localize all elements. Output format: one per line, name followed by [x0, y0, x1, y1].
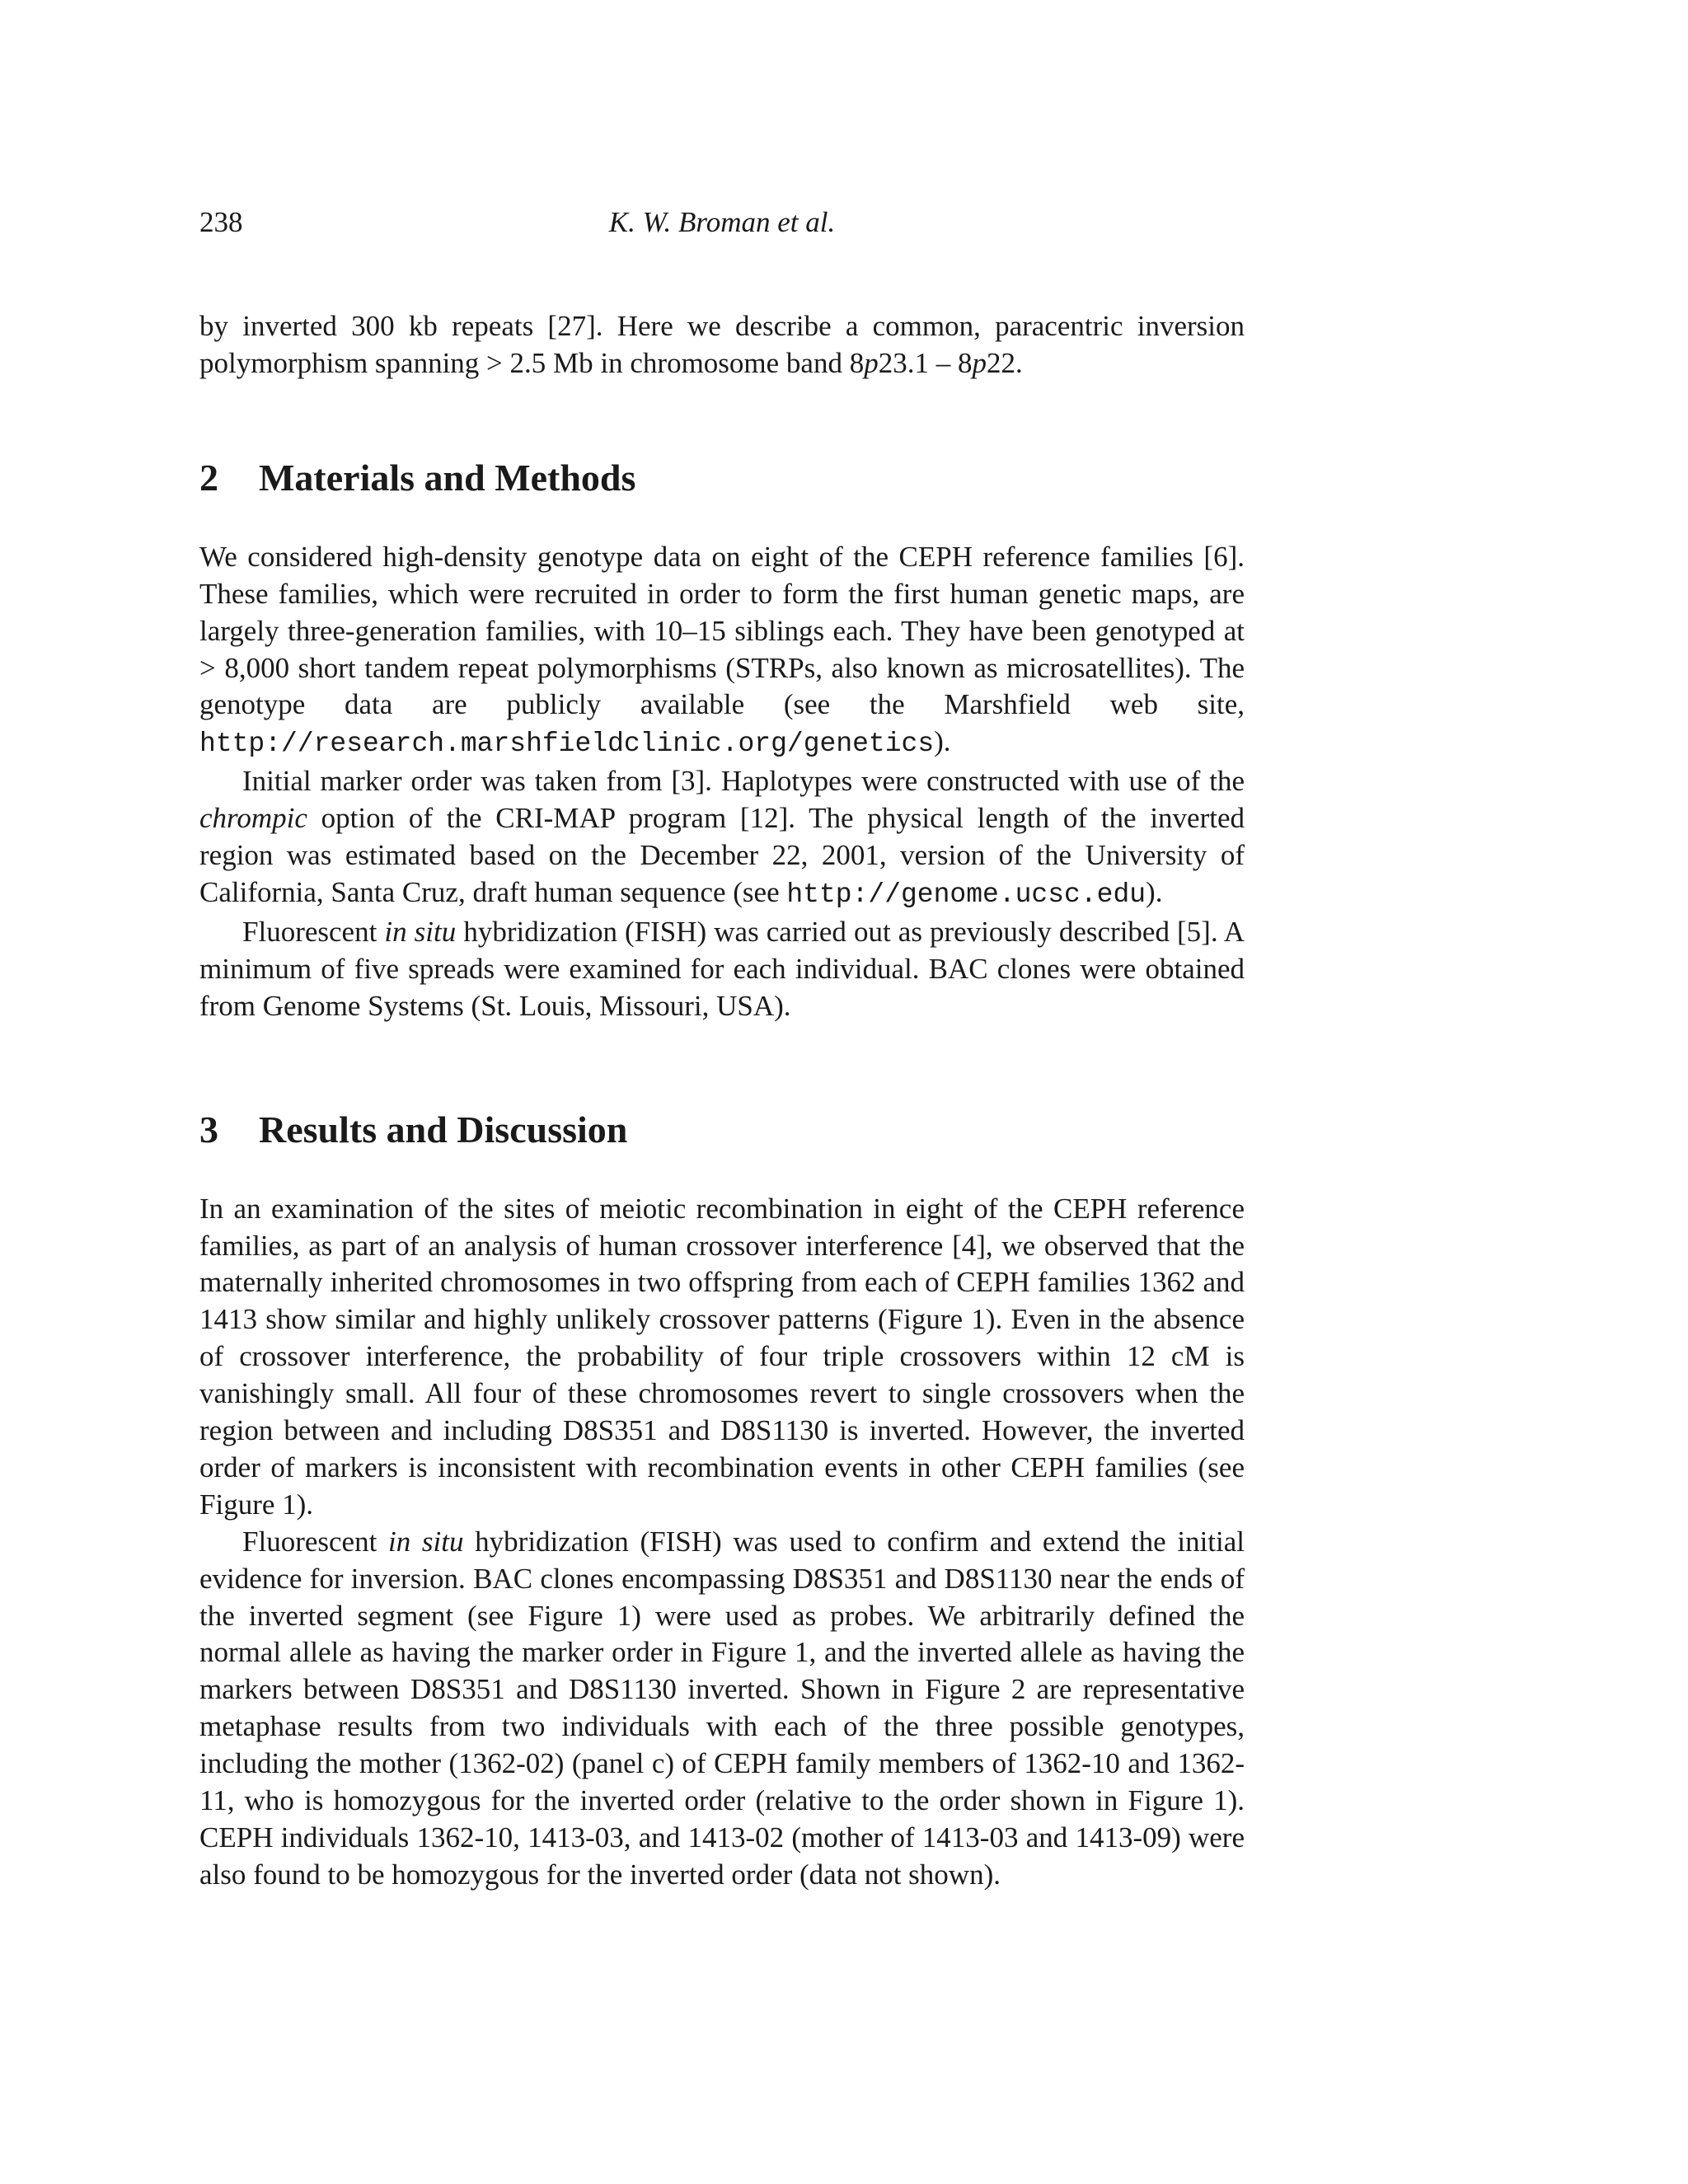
page-number: 238	[199, 206, 243, 238]
methods-paragraph-2: Initial marker order was taken from [3]. Haplotypes were constructed with use of the chrompic option of the CRI-MAP program [12]. The physical length of the inverted region was estimated based on the December 22, 2001, version of the University of California, Santa Cruz, draft human sequence (see http://genome.ucsc.edu).	[199, 765, 1245, 910]
methods-paragraph-3: Fluorescent in situ hybridization (FISH) was carried out as previously described [5]. A minimum of five spreads were examined for each individual. BAC clones were obtained from Genome Systems (St. Louis, Missouri, USA).	[199, 915, 1245, 1022]
ucsc-url-link[interactable]: http://genome.ucsc.edu	[786, 879, 1146, 910]
section-heading-results-discussion	[199, 1105, 1245, 1155]
results-paragraph-1: In an examination of the sites of meiotic recombination in eight of the CEPH reference families, as part of an analysis of human crossover interference [4], we observed that the maternally inherited chromosomes in two offspring from each of CEPH families 1362 and 1413 show similar and highly unlikely crossover patterns (Figure 1). Even in the absence of crossover interference, the probability of four triple crossovers within 12 cM is vanishingly small. All four of these chromosomes revert to single crossovers when the region between and including D8S351 and D8S1130 is inverted. However, the inverted order of markers is inconsistent with recombination events in other CEPH families (see Figure 1).	[199, 1192, 1245, 1521]
section-heading-materials-methods	[199, 453, 1245, 503]
intro-paragraph: by inverted 300 kb repeats [27]. Here we describe a common, paracentric inversion polymorphism spanning > 2.5 Mb in chromosome band 8p23.1 – 8p22.	[199, 310, 1245, 379]
results-paragraph-2: Fluorescent in situ hybridization (FISH) was used to confirm and extend the initial evidence for inversion. BAC clones encompassing D8S351 and D8S1130 near the ends of the inverted segment (see Figure 1) were used as probes. We arbitrarily defined the normal allele as having the marker order in Figure 1, and the inverted allele as having the markers between D8S351 and D8S1130 inverted. Shown in Figure 2 are representative metaphase results from two individuals with each of the three possible genotypes, including the mother (1362-02) (panel c) of CEPH family members of 1362-10 and 1362-11, who is homozygous for the inverted order (relative to the order shown in Figure 1). CEPH individuals 1362-10, 1413-03, and 1413-02 (mother of 1413-03 and 1413-09) were also found to be homozygous for the inverted order (data not shown).	[199, 1525, 1245, 1891]
section-title: Materials and Methods	[259, 456, 636, 499]
page-body	[199, 308, 1245, 1894]
section-number: 2	[199, 456, 218, 499]
section-number: 3	[199, 1108, 218, 1151]
marshfield-url-link[interactable]: http://research.marshfieldclinic.org/genetics	[199, 729, 935, 760]
page-header	[199, 199, 1245, 246]
running-title: K. W. Broman et al.	[608, 206, 836, 238]
methods-paragraph-1: We considered high-density genotype data on eight of the CEPH reference families [6]. These families, which were recruited in order to form the first human genetic maps, are largely three-generation families, with 10–15 siblings each. They have been genotyped at > 8,000 short tandem repeat polymorphisms (STRPs, also known as microsatellites). The genotype data are publicly available (see the Marshfield web site, http://research.marshfieldclinic.org/genetics).	[199, 540, 1245, 760]
section-title: Results and Discussion	[259, 1108, 628, 1151]
